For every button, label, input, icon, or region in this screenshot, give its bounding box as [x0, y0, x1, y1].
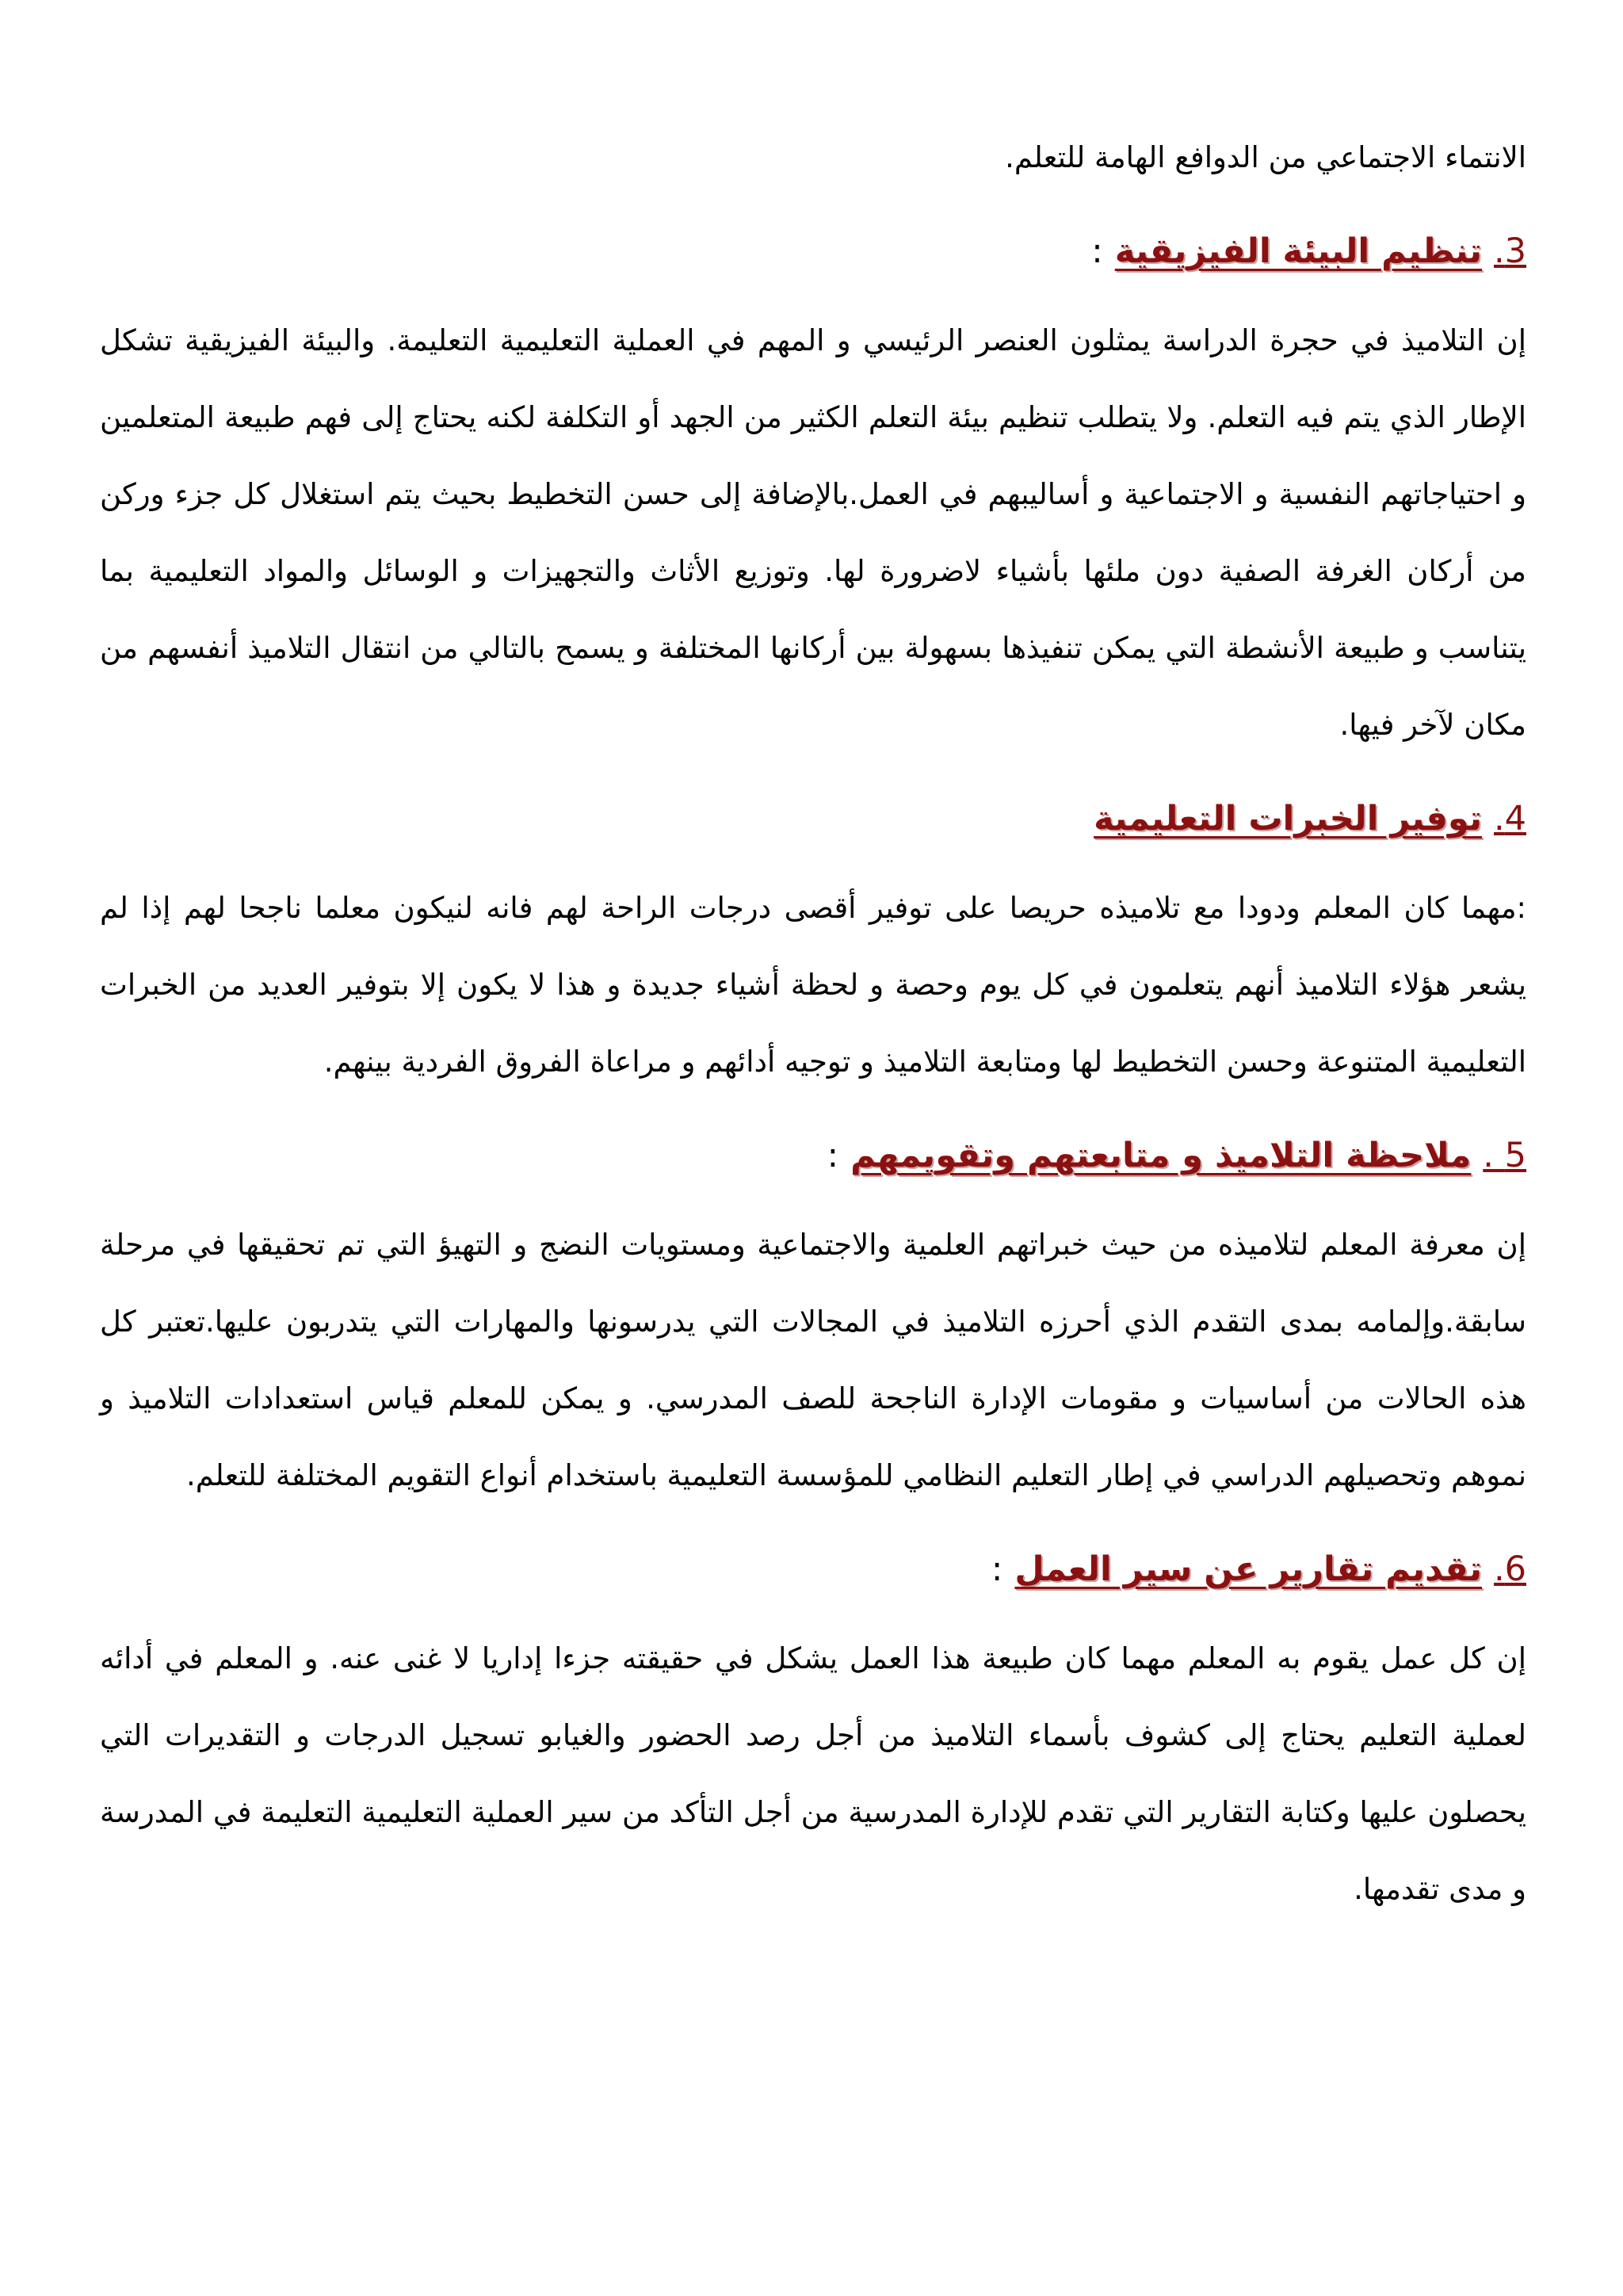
section-5	[100, 1122, 1526, 1514]
section-heading	[100, 1122, 1526, 1189]
section-number: 6.	[1493, 1549, 1526, 1589]
section-title: توفير الخبرات التعليمية	[1094, 799, 1482, 839]
section-paragraph: إن كل عمل يقوم به المعلم مهما كان طبيعة هذا العمل يشكل في حقيقته جزءا إداريا لا غنى عنه. و المعلم في أدائه لعملية التعليم يحتاج إلى كشوف بأسماء التلاميذ من أجل رصد الحضور والغيابو تسجيل الدرجات و التقديرات التي يحصلون عليها وكتابة التقارير التي تقدم للإدارة المدرسية من أجل التأكد من سير العملية التعليمية التعليمة في المدرسة و مدى تقدمها.	[100, 1641, 1526, 1906]
section-title-punctuation: :	[1091, 231, 1103, 271]
section-6	[100, 1536, 1526, 1927]
document-page	[100, 119, 1526, 1927]
section-number: 5 .	[1483, 1136, 1526, 1175]
section-number: 3.	[1493, 231, 1526, 271]
section-heading	[100, 218, 1526, 285]
section-title: تنظيم البيئة الفيزيقية	[1114, 231, 1482, 271]
section-title-punctuation: :	[827, 1136, 839, 1175]
section-title-punctuation: :	[991, 1549, 1003, 1589]
section-number: 4.	[1493, 799, 1526, 839]
section-paragraph: :مهما كان المعلم ودودا مع تلاميذه حريصا على توفير أقصى درجات الراحة لهم فانه لنيكون معلما ناجحا لهم إذا لم يشعر هؤلاء التلاميذ أنهم يتعلمون في كل يوم وحصة و لحظة أشياء جديدة و هذا لا يكون إلا بتوفير العديد من الخبرات التعليمية المتنوعة وحسن التخطيط لها ومتابعة التلاميذ و توجيه أدائهم و مراعاة الفروق الفردية بينهم.	[100, 891, 1526, 1079]
section-heading	[100, 1536, 1526, 1603]
section-title: ملاحظة التلاميذ و متابعتهم وتقويمهم	[850, 1136, 1472, 1175]
section-4	[100, 785, 1526, 1100]
section-paragraph: إن معرفة المعلم لتلاميذه من حيث خبراتهم العلمية والاجتماعية ومستويات النضج و التهيؤ التي تم تحقيقها في مرحلة سابقة.وإلمامه بمدى التقدم الذي أحرزه التلاميذ في المجالات التي يدرسونها والمهارات التي يتدربون عليها.تعتبر كل هذه الحالات من أساسيات و مقومات الإدارة الناجحة للصف المدرسي. و يمكن للمعلم قياس استعدادات التلاميذ و نموهم وتحصيلهم الدراسي في إطار التعليم النظامي للمؤسسة التعليمية باستخدام أنواع التقويم المختلفة للتعلم.	[100, 1228, 1526, 1492]
section-heading	[100, 785, 1526, 852]
section-title: تقديم تقارير عن سير العمل	[1014, 1549, 1482, 1589]
intro-line: الانتماء الاجتماعي من الدوافع الهامة للتعلم.	[1005, 140, 1526, 174]
section-paragraph: إن التلاميذ في حجرة الدراسة يمثلون العنصر الرئيسي و المهم في العملية التعليمية التعليمة. والبيئة الفيزيقية تشكل الإطار الذي يتم فيه التعلم. ولا يتطلب تنظيم بيئة التعلم الكثير من الجهد أو التكلفة لكنه يحتاج إلى فهم طبيعة المتعلمين و احتياجاتهم النفسية و الاجتماعية و أساليبهم في العمل.بالإضافة إلى حسن التخطيط بحيث يتم استغلال كل جزء وركن من أركان الغرفة الصفية دون ملئها بأشياء لاضرورة لها. وتوزيع الأثاث والتجهيزات و الوسائل والمواد التعليمية بما يتناسب و طبيعة الأنشطة التي يمكن تنفيذها بسهولة بين أركانها المختلفة و يسمح بالتالي من انتقال التلاميذ أنفسهم من مكان لآخر فيها.	[100, 323, 1526, 742]
section-3	[100, 218, 1526, 763]
